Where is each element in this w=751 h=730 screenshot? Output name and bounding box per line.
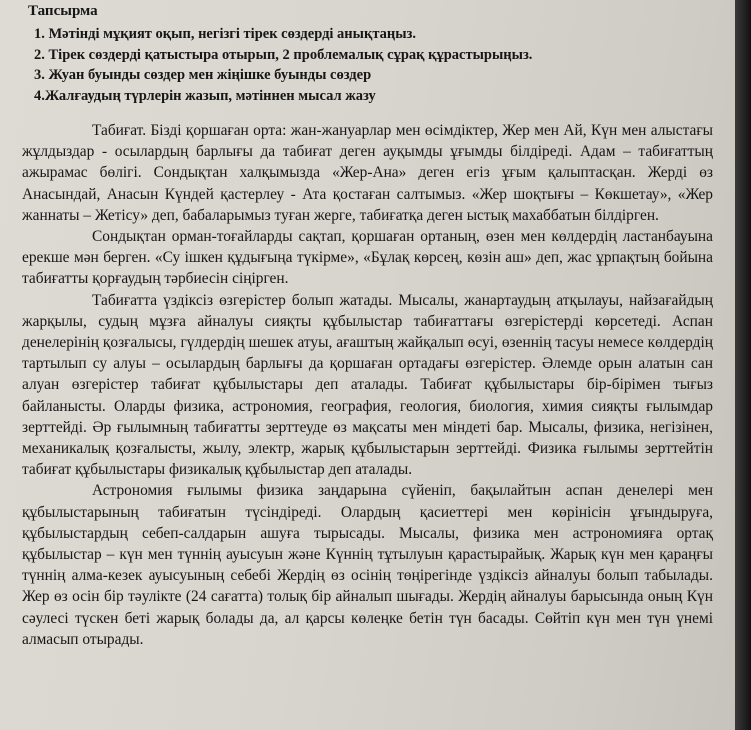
paragraph: Астрономия ғылымы физика заңдарына сүйеніп, бақылайтын аспан денелері мен құбылыстарының табиғатын түсіндіреді. Олардың қасиеттері мен көрінісін ұғындыруға, құбылыстардың себеп-салдарын ашуға тырысады. Мысалы, физика мен астрономияға ортақ құбылыстар – күн мен түннің ауысуын және Күннің тұтылуын қарастырайық. Жарық күн мен қараңғы түннің алма-кезек ауысуының себебі Жердің өз осінің төңірегінде үздіксіз айналуы болып табылады. Жер өз осін бір тәулікте (24 сағатта) толық бір айналып шығады. Жердің айналуы барысында оның Күн сәулесі түскен беті жарық болады да, ал қарсы көлеңке бетін түн басады. Сөйтіп күн мен түн үнемі алмасып отырады. (22, 482, 713, 648)
task-title: Тапсырма (28, 3, 98, 19)
task-item: 4.Жалғаудың түрлерін жазып, мәтіннен мысал жазу (34, 87, 376, 104)
task-item: 3. Жуан буынды сөздер мен жіңішке буынды сөздер (34, 67, 372, 83)
dark-background-edge (735, 0, 751, 730)
task-list (34, 24, 713, 106)
paragraph: Табиғатта үздіксіз өзгерістер болып жатады. Мысалы, жанартаудың атқылауы, найзағайдың жарқылы, судың мұзға айналуы сияқты құбылыстар табиғаттағы өзгерістерді көрсетеді. Аспан денелерінің қозғалысы, гүлдердің шешек атуы, ағаштың жайқалып өсуі, өзеннің тасуы немесе көлдердің тартылып су алуы – осылардың барлығы да қоршаған ортадағы өзгерістер. Әлемде орын алатын сан алуан өзгерістер табиғат құбылыстары деп аталады. Табиғат құбылыстары бір-бірімен тығыз байланысты. Оларды физика, астрономия, география, геология, биология, химия сияқты ғылымдар зерттейді. Әр ғылымның табиғатты зерттеуде өз мақсаты мен міндеті бар. Мысалы, физика, негізінен, механикалық қозғалысты, жылу, электр, жарық құбылыстарын зерттейді. Физика ғылымы зерттейтін табиғат құбылыстары физикалық құбылыстар деп аталады. (22, 291, 713, 479)
reading-text (22, 120, 713, 650)
paragraph: Табиғат. Бізді қоршаған орта: жан-жануарлар мен өсімдіктер, Жер мен Ай, Күн мен алыстағы жұлдыздар - осылардың барлығы да табиғат деген ауқымды ұғымды білдіреді. Адам – табиғаттың ажырамас бөлігі. Сондықтан халқымызда «Жер-Ана» деген егіз ұғым қалыптасқан. Жерді өз Анасындай, Анасын Күндей қастерлеу - Ата қостаған салтымыз. «Жер шоқтығы – Көкшетау», «Жер жаннаты – Жетісу» деп, бабаларымыз туған жерге, табиғатқа деген ыстық махаббатын білдірген. (22, 122, 713, 224)
paragraph: Сондықтан орман-тоғайларды сақтап, қоршаған ортаның, өзен мен көлдердің ластанбауына ерекше мән берген. «Су ішкен құдығыңа түкірме», «Бұлақ көрсең, көзін аш» деп, жас ұрпақтың бойына табиғатты қорғаудың тәрбиесін сіңірген. (22, 228, 713, 288)
task-item: 2. Тірек сөздерді қатыстыра отырып, 2 проблемалық сұрақ құрастырыңыз. (34, 46, 533, 63)
task-item: 1. Мәтінді мұқият оқып, негізгі тірек сөздерді анықтаңыз. (34, 26, 417, 42)
